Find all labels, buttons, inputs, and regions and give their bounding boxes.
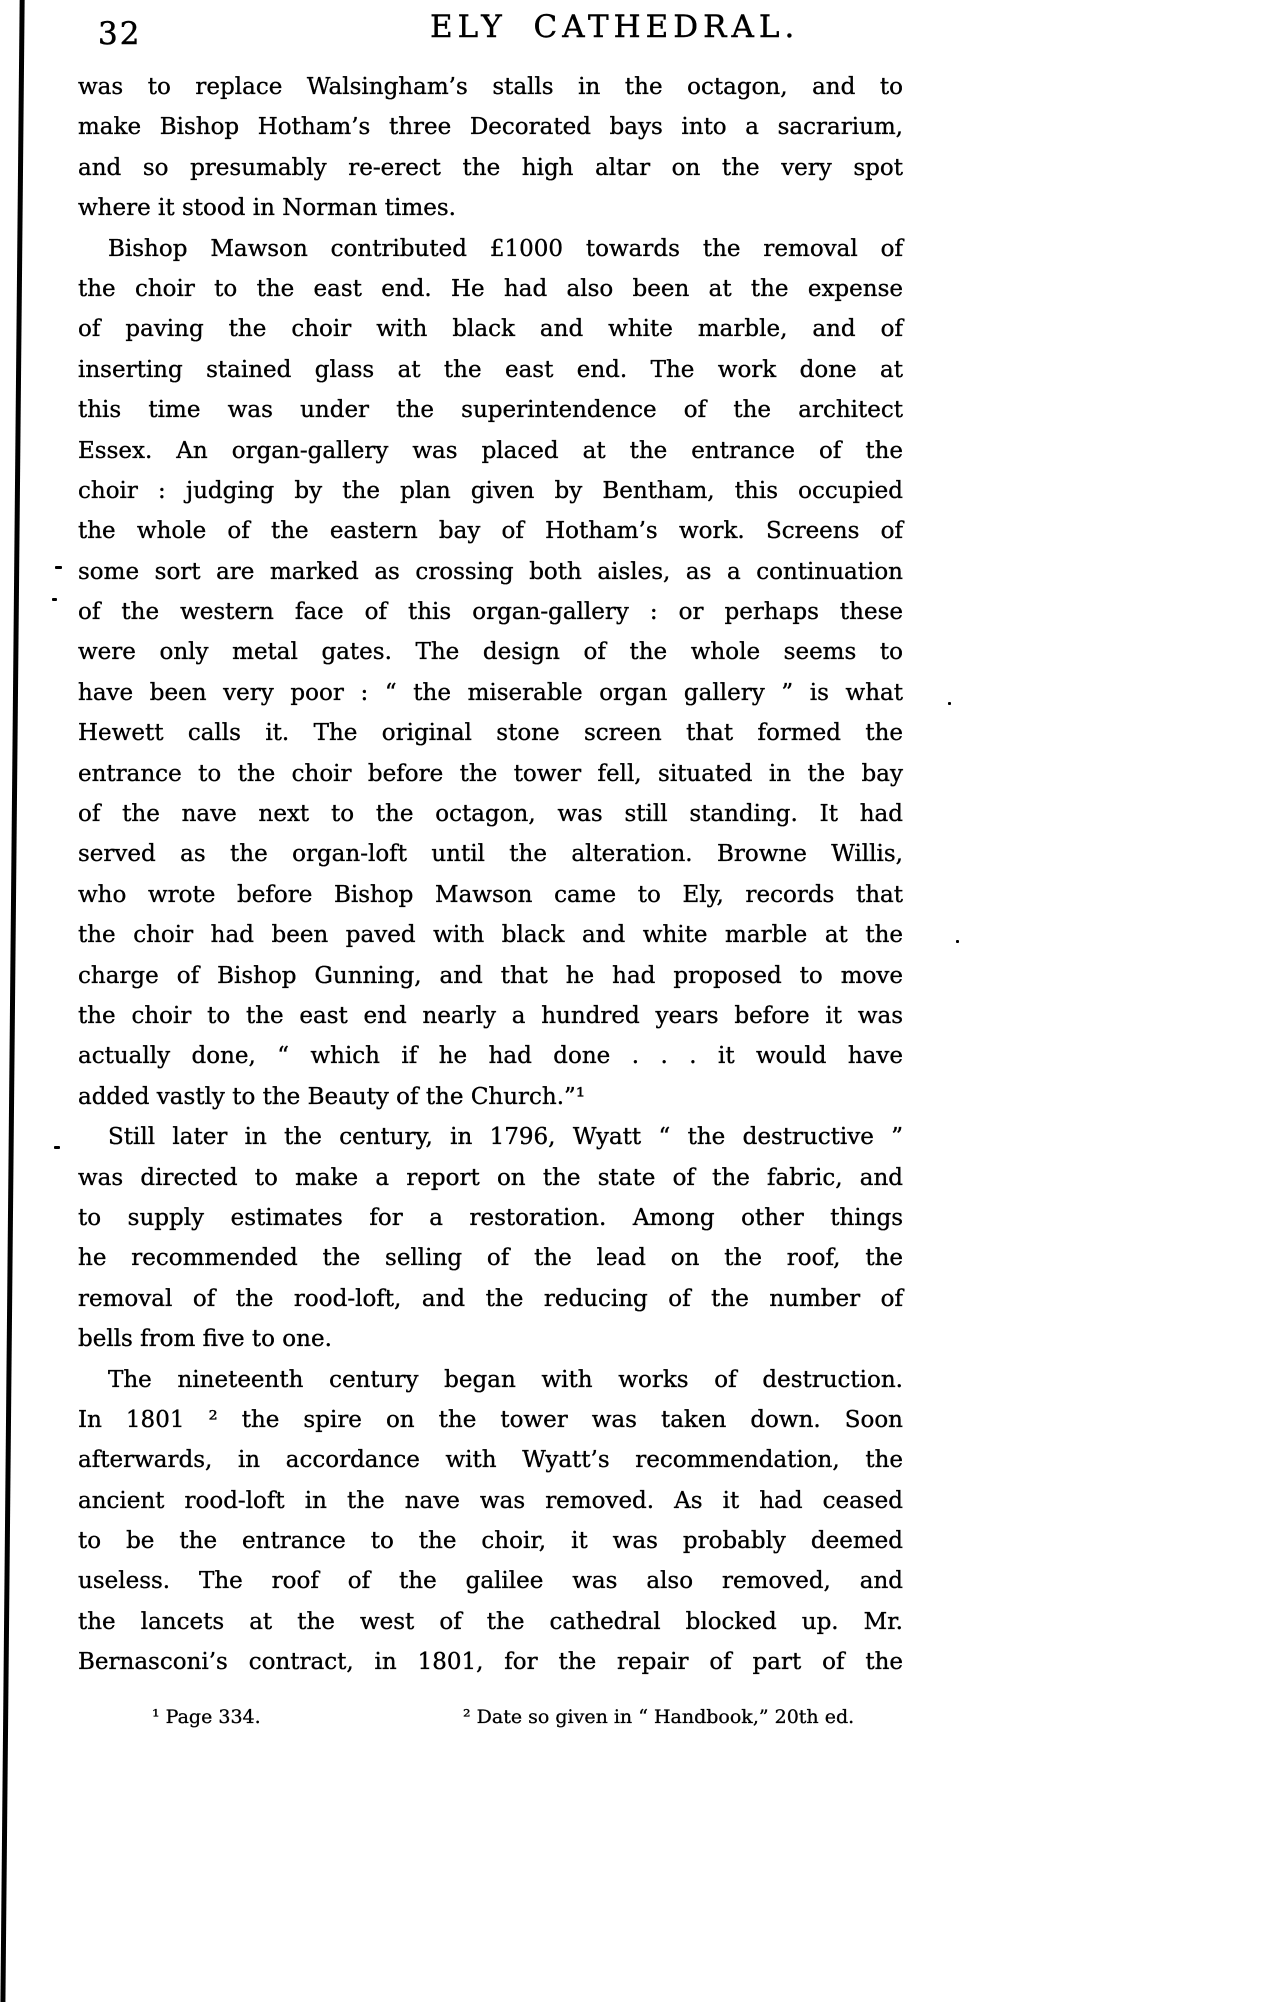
text-line: make Bishop Hotham’s three Decorated bays into a sacrarium,: [78, 114, 903, 141]
text-line: was to replace Walsingham’s stalls in the octagon, and to: [78, 74, 903, 100]
footnote-2: ² Date so given in “ Handbook,” 20th ed.: [463, 1706, 855, 1728]
text-line: of paving the choir with black and white marble, and of: [78, 316, 903, 343]
text-line: Still later in the century, in 1796, Wyatt “ the destructive ”: [108, 1124, 903, 1151]
text-line: Hewett calls it. The original stone screen that formed the: [78, 720, 903, 747]
text-line: charge of Bishop Gunning, and that he had proposed to move: [78, 962, 903, 989]
text-line: Bernasconi’s contract, in 1801, for the repair of part of the: [78, 1649, 903, 1676]
text-line: inserting stained glass at the east end. The work done at: [78, 356, 903, 383]
text-line: have been very poor : “ the miserable organ gallery ” is what: [78, 679, 903, 706]
scan-speck: [52, 598, 57, 601]
text-line: the lancets at the west of the cathedral blocked up. Mr.: [78, 1608, 903, 1635]
text-line: of the nave next to the octagon, was still standing. It had: [78, 801, 903, 828]
text-line: the choir had been paved with black and white marble at the: [78, 922, 903, 949]
scan-speck: [948, 702, 951, 705]
text-line: the choir to the east end. He had also been at the expense: [78, 275, 903, 302]
text-line: the whole of the eastern bay of Hotham’s work. Screens of: [78, 518, 903, 545]
text-line: to be the entrance to the choir, it was probably deemed: [78, 1528, 903, 1555]
running-title: ELY CATHEDRAL.: [430, 9, 800, 45]
scan-speck: [956, 940, 959, 943]
body-text: [78, 67, 903, 1683]
text-line: In 1801 ² the spire on the tower was taken down. Soon: [78, 1406, 903, 1433]
text-line: removal of the rood-loft, and the reducing of the number of: [78, 1285, 903, 1312]
text-line: who wrote before Bishop Mawson came to Ely, records that: [78, 881, 903, 908]
text-line: some sort are marked as crossing both aisles, as a continuation: [78, 558, 903, 585]
text-line: where it stood in Norman times.: [78, 195, 456, 222]
text-line: Bishop Mawson contributed £1000 towards the removal of: [108, 235, 903, 262]
page-number: 32: [98, 16, 142, 52]
text-line: added vastly to the Beauty of the Church.”¹: [78, 1083, 586, 1110]
text-line: bells from five to one.: [78, 1326, 332, 1353]
text-line: were only metal gates. The design of the whole seems to: [78, 639, 903, 666]
text-line: was directed to make a report on the state of the fabric, and: [78, 1164, 903, 1191]
text-line: of the western face of this organ-gallery : or perhaps these: [78, 599, 903, 626]
text-line: the choir to the east end nearly a hundred years before it was: [78, 1002, 903, 1029]
text-line: he recommended the selling of the lead on the roof, the: [78, 1245, 903, 1272]
text-line: Essex. An organ-gallery was placed at the entrance of the: [78, 437, 903, 464]
footnote-1: ¹ Page 334.: [152, 1706, 261, 1728]
scan-speck: [54, 1146, 60, 1149]
text-line: ancient rood-loft in the nave was removed. As it had ceased: [78, 1487, 903, 1514]
scan-edge-artifact: [0, 0, 25, 2002]
text-line: served as the organ-loft until the alteration. Browne Willis,: [78, 841, 903, 868]
text-line: to supply estimates for a restoration. Among other things: [78, 1204, 903, 1231]
text-line: and so presumably re-erect the high altar on the very spot: [78, 154, 903, 181]
text-line: entrance to the choir before the tower fell, situated in the bay: [78, 760, 903, 787]
text-line: actually done, “ which if he had done . . . it would have: [78, 1043, 903, 1070]
text-line: The nineteenth century began with works of destruction.: [108, 1366, 903, 1393]
text-line: this time was under the superintendence of the architect: [78, 397, 903, 424]
text-line: choir : judging by the plan given by Bentham, this occupied: [78, 477, 903, 504]
text-line: afterwards, in accordance with Wyatt’s recommendation, the: [78, 1447, 903, 1474]
scan-speck: [55, 566, 62, 569]
text-line: useless. The roof of the galilee was also removed, and: [78, 1568, 903, 1595]
